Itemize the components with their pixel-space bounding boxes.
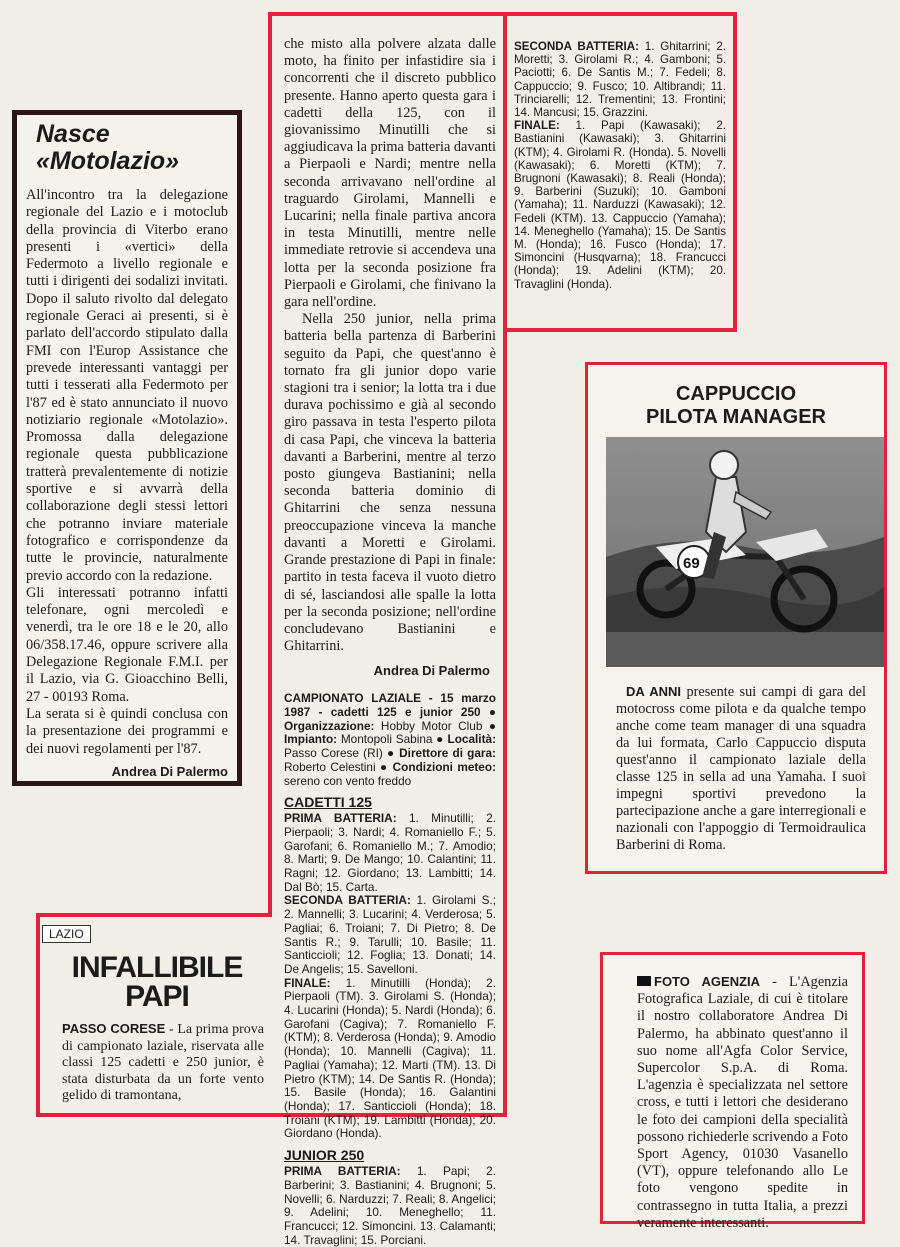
junior-b1-label: PRIMA BATTERIA:: [284, 1164, 401, 1179]
motocross-rider-image: [606, 437, 884, 667]
cappuccio-headline-line2: PILOTA MANAGER: [646, 406, 826, 428]
bike-number: 69: [683, 555, 700, 572]
article-paragraph-2: Nella 250 junior, nella prima batteria bella partenza di Barberini seguito da Papi, che quest'anno è tornato fra gli junior dopo varie stagioni tra i senior; la lotta tra i due durava pochissimo e già al secondo giro passava in testa l'esperto pilota di casa Papi, che vinceva la batteria davanti a Barberini, mentre al terzo posto giungeva Bastianini; nella seconda batteria dominio di Ghitarrini che senza nessuna preoccupazione vinceva la manche davanti a Moretti e Girolami. Grande prestazione di Papi in finale: partito in testa faceva il vuoto dietro di sé, lasciandosi alle spalle la lotta per la seconda posizione; nell'ordine concludevano Bastianini e Ghitarrini.: [284, 311, 496, 655]
junior-b1: 1. Papi; 2. Barberini; 3. Bastianini; 4. Brugnoni; 5. Novelli; 6. Narduzzi; 7. Reali; 8. Angelici; 9. Adelini; 10. Meneghello; 11. Francucci; 12. Simoncini. 13. Calamanti; 14. Travaglini; 15. Porciani.: [284, 1164, 496, 1247]
cadetti-final: 1. Minutilli (Honda); 2. Pierpaoli (TM). 3. Girolami S. (Honda); 4. Lucarini (Honda); 5. Nardi (Honda); 6. Garofani (Cagiva); 7. Romaniello F. (KTM); 8. Verderosa (Honda); 9. Amodio (Honda); 10. Mannelli (Cagiva); 11. Pagliai (Yamaha); 12. Marti (TM). 13. Di Pietro (KTM); 14. De Santis R. (Honda); 15. Basile (Honda); 16. Galantini (Honda); 17. Santiccioli (Honda); 18. Troiani (KTM); 19. Lambitti (Honda); 20. Giordano (Honda).: [284, 975, 496, 1141]
junior-b2: 1. Ghitarrini; 2. Moretti; 3. Girolami R.; 4. Gamboni; 5. Paciotti; 6. De Santis M.; 7. Fedeli; 8. Cappuccio; 9. Fusco; 10. Altibrandi; 11. Trinciarelli; 12. Trementini; 13. Frontini; 14. Mancusi; 15. Grazzini.: [514, 40, 726, 120]
infallibile-headline-block: [42, 925, 272, 1111]
org-value: Hobby Motor Club ●: [374, 718, 496, 733]
motolazio-paragraph-2: Gli interessati potranno infatti telefonare, ogni mercoledì e venerdì, tra le ore 18 e le 20, allo 06/358.17.46, oppure scrivere alla Delegazione Regionale F.M.I. per il Lazio, via G. Gioacchino Belli, 27 - 00193 Roma.: [26, 584, 228, 705]
plant-value: Montopoli Sabina ●: [337, 732, 444, 747]
director-value: Roberto Celestini ●: [284, 759, 389, 774]
cappuccio-box: [585, 362, 887, 874]
lead-text: - La prima prova di campionato laziale, riservata alle classi 125 cadetti e 250 junior, è stata disturbata da un forte vento gelido di tramontana,: [62, 1022, 264, 1103]
cadetti-b1: 1. Minutilli; 2. Pierpaoli; 3. Nardi; 4. Romaniello F.; 5. Garofani; 6. Romaniello M.; 7. Amodio; 8. Marti; 9. De Mango; 10. Calantini; 11. Ragni; 12. Giordano; 13. Lambitti; 14. Dal Bò; 15. Carta.: [284, 811, 496, 894]
event-title: CAMPIONATO LAZIALE - 15 marzo 1987 - cadetti 125 e junior 250 ●: [284, 691, 496, 720]
director-label: Direttore di gara:: [399, 746, 496, 761]
cappuccio-headline: [588, 383, 884, 429]
junior-final: 1. Papi (Kawasaki); 2. Bastianini (Kawasaki); 3. Ghitarrini (KTM); 4. Girolami R. (Honda). 5. Novelli (Kawasaki); 6. Moretti (KTM); 7. Brugnoni (Kawasaki); 8. Reali (Honda); 9. Barberini (Suzuki); 10. Gamboni (Yamaha); 11. Narduzzi (Kawasaki); 12. Fedeli (KTM). 13. Cappuccio (Yamaha); 14. Meneghello (Yamaha); 15. De Santis M. (Honda); 16. Fusco (Honda); 17. Simoncini (Husqvarna); 18. Francucci (Honda); 19. Adelini (KTM); 20. Travaglini (Honda).: [514, 119, 726, 291]
junior-b2-label: SECONDA BATTERIA:: [514, 40, 639, 53]
junior-final-label: FINALE:: [514, 119, 560, 133]
article-paragraph-1: che misto alla polvere alzata dalle moto, ha finito per infastidire sia i concorrenti che il discreto pubblico presente. Hanno aperto questa gara i cadetti della 125, con il giovanissimo Minutilli che si aggiudicava la prima batteria davanti a Pierpaoli e Nardi; mentre nella seconda arrivavano nell'ordine al traguardo Girolami, Mannelli e Lucarini; nella finale partiva ancora in testa Minutilli, mentre nelle immediate retrovie si accendeva una lotta per la seconda posizione fra Pierpaoli e Girolami, che finivano la gara nell'ordine.: [284, 36, 496, 311]
cappuccio-headline-line1: CAPPUCCIO: [675, 383, 796, 405]
place-label: Località:: [447, 732, 496, 747]
cappuccio-lead-label: DA ANNI: [626, 684, 682, 699]
junior-heading: JUNIOR 250: [284, 1147, 365, 1164]
weather-value: sereno con vento freddo: [284, 773, 412, 788]
motolazio-author: Andrea Di Palermo: [111, 763, 228, 779]
motolazio-title-line1: Nasce: [36, 120, 110, 148]
foto-agenzia-label: FOTO AGENZIA: [654, 974, 761, 989]
cadetti-b2: 1. Girolami S.; 2. Mannelli; 3. Lucarini; 4. Verderosa; 5. Pagliai; 6. Troiani; 7. Di Pietro; 8. De Santis R.; 9. Tarulli; 10. Basile; 11. Santiccioli; 12. Foglia; 13. Donati; 14. De Angelis; 15. Savelloni.: [284, 893, 496, 976]
cappuccio-text: [616, 683, 866, 854]
headline-line2: PAPI: [125, 980, 189, 1013]
event-info: [284, 692, 496, 788]
weather-label: Condizioni meteo:: [392, 759, 497, 774]
cappuccio-body: presente sui campi di gara del motocross come pilota e da qualche tempo anche come team manager di una squadra da lui formata, Carlo Cappuccio disputa quest'anno il campionato laziale della classe 125 in sella ad una Yamaha. I suoi impegni sportivi prevedono la partecipazione anche a gare interregionali e nazionali con l'appoggio di Termoidraulica Barberini di Roma.: [616, 684, 866, 853]
article-column-2: [284, 36, 497, 1247]
motolazio-article: [12, 110, 242, 786]
plant-label: Impianto:: [284, 732, 338, 747]
org-label: Organizzazione:: [284, 718, 375, 733]
place-value: Passo Corese (RI) ●: [284, 746, 395, 761]
headline: [42, 953, 272, 1011]
motolazio-paragraph-1: All'incontro tra la delegazione regionale del Lazio e i motoclub della provincia di Viterbo erano presenti i «vertici» della Federmoto a livello regionale e tutti i dirigenti dei sodalizi invitati. Dopo il saluto rivolto dal delegato regionale Geraci ai presenti, si è parlato dell'accordo stipulato dalla FMI con l'Europ Assistance che prevede interessanti vantaggi per tutti i tesserati alla Federmoto per l'87 ed è stato annunciato il nuovo notiziario regionale «Motolazio». Promossa dalla delegazione regionale questa pubblicazione tratterà prevalentemente di notizie sportive e si avvarrà della collaborazione degli stessi lettori che potranno inviare materiale fotografico e corrispondenze da tutte le provincie, naturalmente previo accordo con la redazione.: [26, 187, 228, 584]
cadetti-heading: CADETTI 125: [284, 794, 372, 811]
cadetti-final-label: FINALE:: [284, 975, 331, 990]
foto-agenzia-text: [637, 973, 848, 1232]
article-column-3: [514, 40, 726, 322]
motolazio-title-line2: «Motolazio»: [36, 147, 180, 175]
foto-agenzia-square-icon: [637, 976, 651, 986]
article-author: Andrea Di Palermo: [373, 663, 490, 679]
headline-line1: INFALLIBILE: [71, 951, 243, 984]
motolazio-title: [26, 121, 228, 175]
lead-paragraph: [42, 1021, 272, 1105]
junior-results: [514, 40, 726, 291]
section-tag: [42, 925, 91, 943]
junior-b1-start: [284, 1165, 496, 1247]
lead-label: PASSO CORESE: [62, 1021, 166, 1036]
motocross-photo: [606, 437, 884, 667]
foto-agenzia-box: [600, 952, 865, 1231]
cadetti-results: [284, 812, 496, 1141]
cadetti-b2-label: SECONDA BATTERIA:: [284, 893, 411, 908]
foto-agenzia-body: - L'Agenzia Fotografica Laziale, di cui è titolare il nostro collaboratore Andrea Di Palermo, ha abbinato quest'anno il suo nome all'Agfa Color Service, Supercolor S.p.A. di Roma. L'agenzia è specializzata nel settore cross, e tutti i lettori che desiderano le foto dei campioni della specialità possono richiederle scrivendo a Foto Sport Agency, 01030 Vasanello (VT), oppure telefonando allo Le foto vengono spedite in contrassegno in tutta Italia, a prezzi veramente interessanti.: [637, 974, 848, 1231]
cadetti-b1-label: PRIMA BATTERIA:: [284, 811, 397, 826]
section-tag-label: LAZIO: [49, 927, 84, 941]
motolazio-paragraph-3: La serata si è quindi conclusa con la presentazione dei programmi e dei nuovi regolamenti per l'87.: [26, 705, 228, 757]
